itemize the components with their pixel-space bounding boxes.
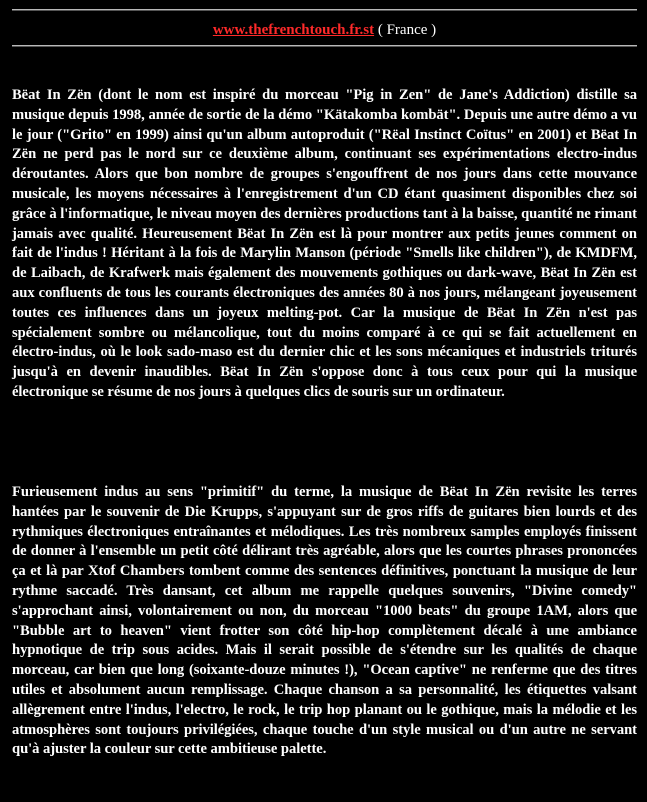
review-paragraph-1: Bëat In Zën (dont le nom est inspiré du morceau "Pig in Zen" de Jane's Addiction) distille sa musique depuis 1998, année de sortie de la démo "Kätakomba kombät". Depuis une autre démo a vu le jour ("Grito" en 1999) ainsi qu'un album autoproduit ("Rëal Instinct Coïtus" en 2001) et Bëat In Zën ne perd pas le nord sur ce deuxième album, continuant ses expérimentations electro-indus déroutantes. Alors que bon nombre de groupes s'engouffrent de nos jours dans cette mouvance musicale, les moyens nécessaires à l'enregistrement d'un CD étant quasiment disponibles chez soi grâce à l'informatique, le niveau moyen des dernières productions tant à la baisse, quantité ne rimant jamais avec qualité. Heureusement Bëat In Zën est là pour montrer aux petits jeunes comment on fait de l'indus ! Héritant à la fois de Marylin Manson (période "Smells like children"), de KMDFM, de Laibach, de Krafwerk mais également des mouvements gothiques ou dark-wave, Bëat In Zën est aux confluents de tous les courants électroniques des années 80 à nos jours, mélangeant joyeusement toutes ces influences dans un joyeux melting-pot. Car la musique de Bëat In Zën n'est pas spécialement sombre ou mélancolique, tout du moins comparé à ce qui se fait actuellement en électro-indus, où le look sado-maso est du dernier chic et les sons mécaniques et industriels triturés jusqu'à en devenir inaudibles. Bëat In Zën s'oppose donc à tous ceux pour qui la musique électronique se résume de nos jours à quelques clics de souris sur un ordinateur.: [12, 87, 637, 400]
source-link[interactable]: www.thefrenchtouch.fr.st: [212, 22, 375, 38]
review-paragraph-2: Furieusement indus au sens "primitif" du terme, la musique de Bëat In Zën revisite les terres hantées par le souvenir de Die Krupps, s'appuyant sur de gros riffs de guitares bien lourds et des rythmiques électroniques entraînantes et mélodiques. Les très nombreux samples employés finissent de donner à l'ensemble un petit côté délirant très agréable, alors que les courtes phrases prononcées ça et là par Xtof Chambers tombent comme des sentences définitives, ponctuant la musique de leur rythme saccadé. Très dansant, cet album me rappelle quelques souvenirs, "Divine comedy" s'approchant ainsi, volontairement ou non, du morceau "1000 beats" du groupe 1AM, alors que "Bubble art to heaven" vient frotter son côté hip-hop complètement décalé à une ambiance hypnotique de trip sous acides. Mais il serait possible de s'étendre sur les qualités de chaque morceau, car bien que long (soixante-douze minutes !), "Ocean captive" ne renferme que des titres utiles et absolument aucun remplissage. Chaque chanson a sa personnalité, les étiquettes valsant allègrement entre l'indus, l'electro, le rock, le trip hop planant ou le gothique, mais la mélodie et les atmosphères sont toujours privilégiées, chaque touche d'un style musical ou d'un autre ne servant qu'à ajuster la couleur sur cette ambitieuse palette.: [12, 484, 637, 758]
bottom-divider: [12, 45, 637, 47]
source-line: [12, 20, 637, 40]
top-divider: [12, 9, 637, 11]
source-country: ( France ): [374, 22, 437, 38]
